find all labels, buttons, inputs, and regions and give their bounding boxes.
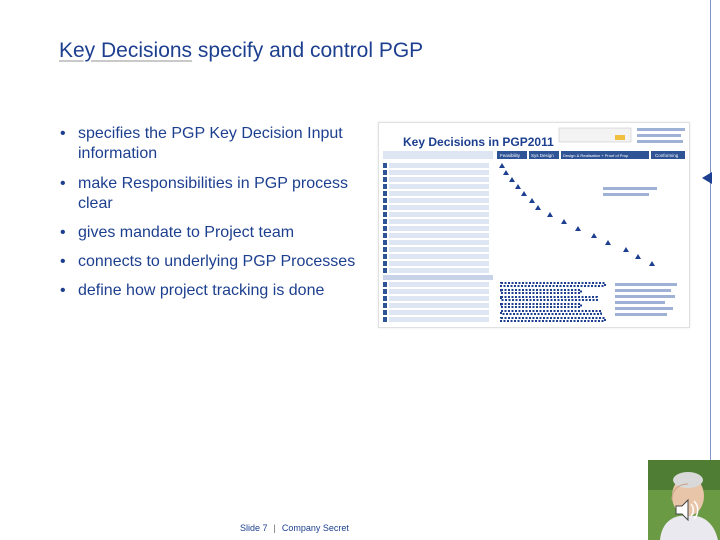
figure-title-strong: PGP2011 <box>502 135 554 149</box>
figure-title-prefix: Key Decisions in <box>403 135 503 149</box>
bullet-item: • connects to underlying PGP Processes <box>60 252 360 272</box>
figure-phase-label: Design & Realisation + Proof of Prop <box>563 153 629 158</box>
bullet-list <box>60 124 360 301</box>
figure-side-note <box>615 283 677 286</box>
title-rest: specify and control PGP <box>192 39 424 62</box>
edge-arrow-icon <box>702 172 712 184</box>
key-decisions-figure-svg <box>379 123 689 327</box>
figure-side-note <box>615 295 675 298</box>
figure-note-line <box>637 140 683 143</box>
presenter-video-svg <box>648 460 720 540</box>
figure-phase-label: Sys Design <box>531 153 554 158</box>
slide-edge-line <box>710 0 711 540</box>
figure-phase-label: Feasibility <box>500 153 521 158</box>
slide-number: Slide 7 <box>240 523 268 533</box>
figure-side-note <box>615 307 673 310</box>
figure-phase-label: Conforming <box>655 153 679 158</box>
classification-label: Company Secret <box>281 523 349 533</box>
slide-title <box>59 39 423 63</box>
bullet-item: • specifies the PGP Key Decision Input information <box>60 124 360 164</box>
presenter-video[interactable] <box>648 460 720 540</box>
bullet-item: • gives mandate to Project team <box>60 223 360 243</box>
figure-side-note <box>615 313 667 316</box>
figure-side-note <box>603 187 657 190</box>
figure-legend-swatch <box>615 135 625 140</box>
figure-side-note <box>615 301 665 304</box>
bullet-item: • define how project tracking is done <box>60 281 360 301</box>
footer-separator: | <box>273 523 276 533</box>
key-decisions-figure <box>378 122 690 328</box>
figure-side-note <box>615 289 671 292</box>
bullet-item: • make Responsibilities in PGP process clear <box>60 174 360 214</box>
title-emphasis: Key Decisions <box>59 39 193 62</box>
figure-side-note <box>603 193 649 196</box>
figure-title <box>403 135 554 149</box>
slide-footer <box>240 523 349 533</box>
figure-rows <box>383 163 493 322</box>
figure-header-cell <box>383 151 493 159</box>
figure-markers <box>499 163 655 266</box>
figure-note-line <box>637 134 681 137</box>
figure-dotted-ranges <box>501 283 605 321</box>
figure-note-line <box>637 128 685 131</box>
